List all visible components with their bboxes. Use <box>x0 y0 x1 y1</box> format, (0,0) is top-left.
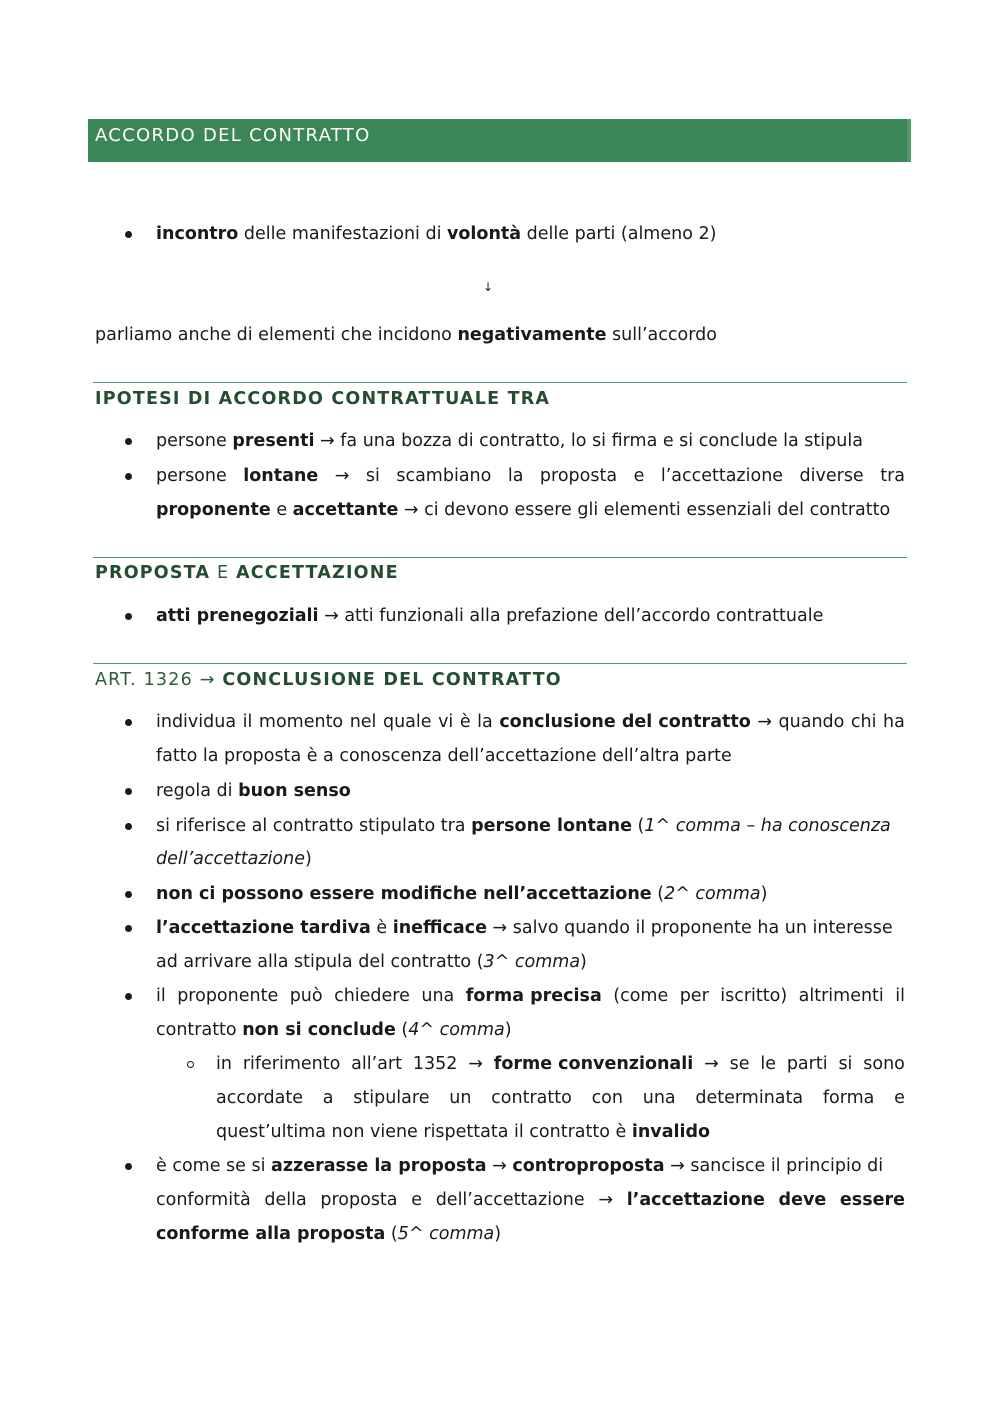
section-heading: ART. 1326 → CONCLUSIONE DEL CONTRATTO <box>95 670 562 690</box>
list-item-line: conforme alla proposta (5^ comma) <box>156 1224 502 1244</box>
list-item-line: è come se si azzerasse la proposta → controproposta → sancisce il principio di <box>156 1156 884 1176</box>
list-item-line: individua il momento nel quale vi è la conclusione del contratto → quando chi ha <box>156 712 905 732</box>
page-title: ACCORDO DEL CONTRATTO <box>95 125 371 146</box>
list-item: incontro delle manifestazioni di volontà delle parti (almeno 2) <box>156 224 717 244</box>
bullet-dot <box>125 719 132 726</box>
bullet-dot <box>125 925 132 932</box>
bullet-dot <box>125 891 132 898</box>
bullet-dot <box>125 823 132 830</box>
section-heading: IPOTESI DI ACCORDO CONTRATTUALE TRA <box>95 389 551 409</box>
bullet-dot <box>125 438 132 445</box>
list-item: regola di buon senso <box>156 781 351 801</box>
section-rule <box>93 382 907 383</box>
bullet-dot <box>125 473 132 480</box>
list-item-line: contratto non si conclude (4^ comma) <box>156 1020 512 1040</box>
list-item-line: conformità della proposta e dell’accettazione → l’accettazione deve essere <box>156 1190 905 1210</box>
list-item: non ci possono essere modifiche nell’accettazione (2^ comma) <box>156 884 768 904</box>
list-item-line: accordate a stipulare un contratto con una determinata forma e <box>216 1088 905 1108</box>
list-item: atti prenegoziali → atti funzionali alla prefazione dell’accordo contrattuale <box>156 606 824 626</box>
bullet-dot <box>125 993 132 1000</box>
list-item-line: ad arrivare alla stipula del contratto (3^ comma) <box>156 952 587 972</box>
list-item-line: fatto la proposta è a conoscenza dell’accettazione dell’altra parte <box>156 746 732 766</box>
list-item-line: quest’ultima non viene rispettata il contratto è invalido <box>216 1122 711 1142</box>
bullet-dot <box>125 1163 132 1170</box>
list-item-line: il proponente può chiedere una forma precisa (come per iscritto) altrimenti il <box>156 986 905 1006</box>
section-heading: PROPOSTA E ACCETTAZIONE <box>95 563 399 583</box>
bullet-dot <box>125 788 132 795</box>
bullet-dot <box>125 231 132 238</box>
intro-paragraph: parliamo anche di elementi che incidono negativamente sull’accordo <box>95 325 717 345</box>
list-item-line: in riferimento all’art 1352 → forme convenzionali → se le parti si sono <box>216 1054 905 1074</box>
down-arrow: ↓ <box>483 280 494 294</box>
list-item-line: si riferisce al contratto stipulato tra persone lontane (1^ comma – ha conoscenza <box>156 816 891 836</box>
title-band <box>88 119 911 162</box>
section-rule <box>93 663 907 664</box>
list-item-line: proponente e accettante → ci devono essere gli elementi essenziali del contratto <box>156 500 891 520</box>
list-item-line: dell’accettazione) <box>156 849 312 869</box>
list-item: persone presenti → fa una bozza di contratto, lo si firma e si conclude la stipula <box>156 431 863 451</box>
list-item-line: l’accettazione tardiva è inefficace → salvo quando il proponente ha un interesse <box>156 918 893 938</box>
bullet-dot <box>125 613 132 620</box>
section-rule <box>93 557 907 558</box>
sub-bullet-circle <box>187 1061 194 1068</box>
list-item-line: persone lontane → si scambiano la proposta e l’accettazione diverse tra <box>156 466 905 486</box>
